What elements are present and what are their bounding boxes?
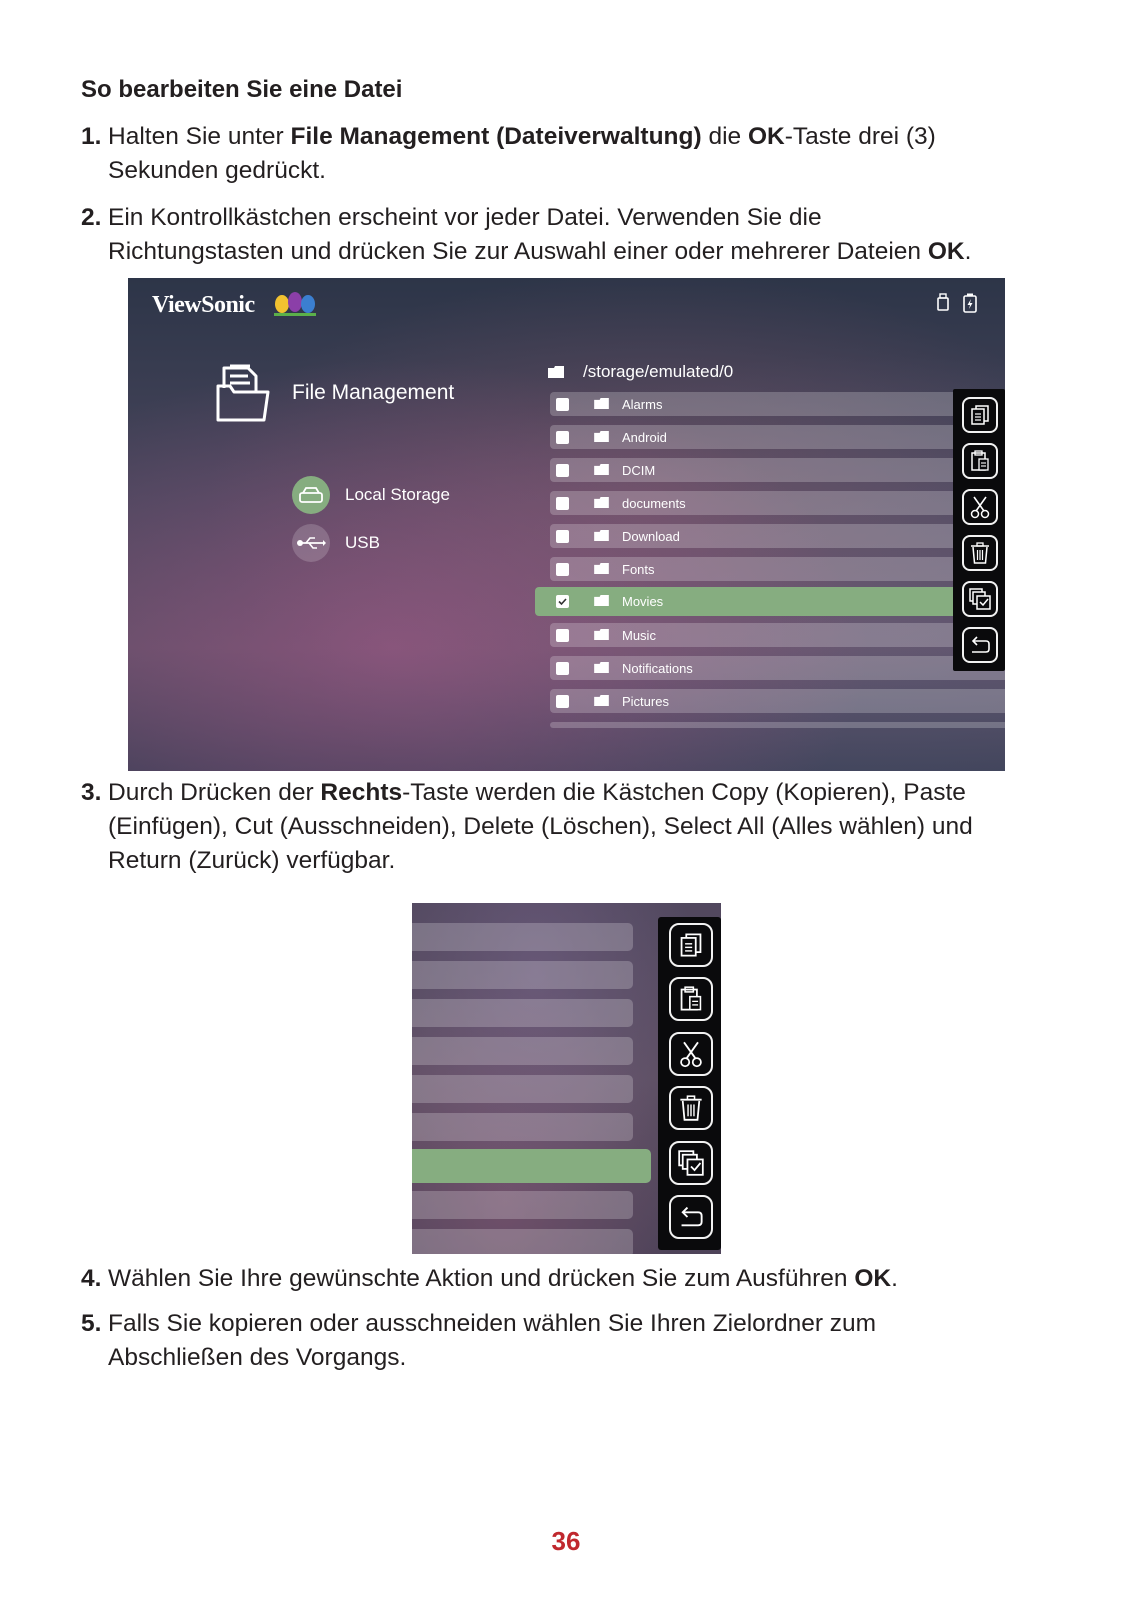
checkbox[interactable] bbox=[556, 563, 569, 576]
folder-icon bbox=[594, 463, 609, 478]
step-text-line: Sekunden gedrückt. bbox=[108, 157, 326, 184]
list-row-selected bbox=[412, 1149, 651, 1183]
list-row bbox=[412, 923, 633, 951]
return-button[interactable] bbox=[962, 627, 998, 663]
step-number: 2. bbox=[81, 204, 102, 231]
status-bar bbox=[937, 293, 977, 313]
select-all-button[interactable] bbox=[962, 581, 998, 617]
file-row[interactable] bbox=[550, 524, 1005, 548]
step-text-line: Ein Kontrollkästchen erscheint vor jeder Datei. Verwenden Sie die bbox=[108, 204, 822, 231]
file-name: Android bbox=[622, 429, 667, 445]
file-row[interactable] bbox=[550, 425, 1005, 449]
checkbox[interactable] bbox=[556, 662, 569, 675]
file-row[interactable] bbox=[550, 392, 1005, 416]
checkbox[interactable] bbox=[556, 398, 569, 411]
brand-logo: ViewSonic bbox=[152, 292, 255, 318]
folder-icon bbox=[594, 562, 609, 577]
select-all-icon bbox=[678, 1150, 704, 1176]
file-management-screenshot bbox=[128, 278, 1005, 771]
step-text-line: Return (Zurück) verfügbar. bbox=[108, 847, 396, 874]
delete-icon bbox=[679, 1095, 703, 1121]
copy-button[interactable] bbox=[669, 923, 713, 967]
list-row bbox=[412, 1229, 633, 1254]
cut-icon bbox=[679, 1040, 703, 1068]
checkbox[interactable] bbox=[556, 431, 569, 444]
folder-icon bbox=[594, 496, 609, 511]
return-icon bbox=[678, 1206, 704, 1228]
checkbox[interactable] bbox=[556, 497, 569, 510]
step-text-line: (Einfügen), Cut (Ausschneiden), Delete (Löschen), Select All (Alles wählen) und bbox=[108, 813, 973, 840]
folder-icon bbox=[594, 430, 609, 445]
step-text-line: Durch Drücken der Rechts-Taste werden die Kästchen Copy (Kopieren), Paste bbox=[108, 779, 966, 806]
return-icon bbox=[969, 636, 991, 654]
folder-icon bbox=[594, 694, 609, 709]
step-number: 1. bbox=[81, 123, 102, 150]
file-row[interactable] bbox=[550, 689, 1005, 713]
delete-button[interactable] bbox=[962, 535, 998, 571]
list-row bbox=[412, 961, 633, 989]
step-text-line: Wählen Sie Ihre gewünschte Aktion und drücken Sie zum Ausführen OK. bbox=[108, 1265, 898, 1292]
file-row[interactable] bbox=[550, 491, 1005, 515]
usb-icon bbox=[292, 524, 330, 562]
folder-icon bbox=[594, 529, 609, 544]
battery-charging-icon bbox=[963, 293, 977, 313]
folder-icon bbox=[594, 594, 609, 609]
paste-button[interactable] bbox=[669, 977, 713, 1021]
step-text-line: Abschließen des Vorgangs. bbox=[108, 1344, 407, 1371]
file-name: Music bbox=[622, 627, 656, 643]
select-all-icon bbox=[969, 588, 991, 610]
hard-drive-icon bbox=[292, 476, 330, 514]
cut-button[interactable] bbox=[669, 1032, 713, 1076]
delete-button[interactable] bbox=[669, 1086, 713, 1130]
folder-icon bbox=[594, 661, 609, 676]
list-row bbox=[412, 1075, 633, 1103]
file-management-icon bbox=[210, 362, 272, 424]
step-text-line: Richtungstasten und drücken Sie zur Auswahl einer oder mehrerer Dateien OK. bbox=[108, 238, 972, 265]
checkbox[interactable] bbox=[556, 595, 569, 608]
file-row[interactable] bbox=[535, 587, 1005, 616]
action-panel-closeup bbox=[412, 903, 721, 1254]
checkbox[interactable] bbox=[556, 629, 569, 642]
paste-icon bbox=[970, 450, 990, 472]
cut-button[interactable] bbox=[962, 489, 998, 525]
file-row-partial bbox=[550, 722, 1005, 728]
section-heading: So bearbeiten Sie eine Datei bbox=[81, 76, 403, 103]
return-button[interactable] bbox=[669, 1195, 713, 1239]
page-title: File Management bbox=[292, 381, 455, 404]
file-name: Alarms bbox=[622, 396, 663, 412]
file-name: documents bbox=[622, 495, 686, 511]
step-number: 5. bbox=[81, 1310, 102, 1337]
file-name: DCIM bbox=[622, 462, 656, 478]
delete-icon bbox=[970, 542, 990, 564]
file-name: Notifications bbox=[622, 660, 693, 676]
folder-icon bbox=[594, 397, 609, 412]
checkbox[interactable] bbox=[556, 695, 569, 708]
list-row bbox=[412, 1113, 633, 1141]
folder-icon bbox=[594, 628, 609, 643]
file-row[interactable] bbox=[550, 458, 1005, 482]
step-number: 4. bbox=[81, 1265, 102, 1292]
page-number: 36 bbox=[551, 1526, 581, 1556]
usb-drive-icon bbox=[937, 293, 949, 311]
copy-button[interactable] bbox=[962, 397, 998, 433]
current-path: /storage/emulated/0 bbox=[548, 362, 733, 382]
cut-icon bbox=[970, 495, 990, 519]
step-number: 3. bbox=[81, 779, 102, 806]
birds-logo-icon bbox=[272, 290, 318, 318]
source-local-storage[interactable] bbox=[292, 476, 450, 514]
checkbox[interactable] bbox=[556, 530, 569, 543]
copy-icon bbox=[679, 932, 703, 958]
step-text-line: Falls Sie kopieren oder ausschneiden wählen Sie Ihren Zielordner zum bbox=[108, 1310, 877, 1337]
source-label: USB bbox=[345, 533, 380, 552]
paste-icon bbox=[679, 986, 703, 1012]
action-panel bbox=[953, 389, 1005, 671]
source-label: Local Storage bbox=[345, 485, 450, 504]
file-row[interactable] bbox=[550, 656, 1005, 680]
paste-button[interactable] bbox=[962, 443, 998, 479]
checkbox[interactable] bbox=[556, 464, 569, 477]
step-text-line: Halten Sie unter File Management (Dateiverwaltung) die OK-Taste drei (3) bbox=[108, 123, 936, 150]
file-name: Movies bbox=[622, 594, 664, 609]
copy-icon bbox=[970, 404, 990, 426]
source-usb[interactable] bbox=[292, 524, 380, 562]
list-row bbox=[412, 999, 633, 1027]
file-row[interactable] bbox=[550, 623, 1005, 647]
select-all-button[interactable] bbox=[669, 1141, 713, 1185]
list-row bbox=[412, 1191, 633, 1219]
action-panel bbox=[658, 917, 721, 1250]
file-name: Pictures bbox=[622, 693, 669, 709]
file-row[interactable] bbox=[550, 557, 1005, 581]
file-name: Fonts bbox=[622, 561, 655, 577]
folder-icon bbox=[548, 366, 564, 378]
file-name: Download bbox=[622, 528, 680, 544]
list-row bbox=[412, 1037, 633, 1065]
